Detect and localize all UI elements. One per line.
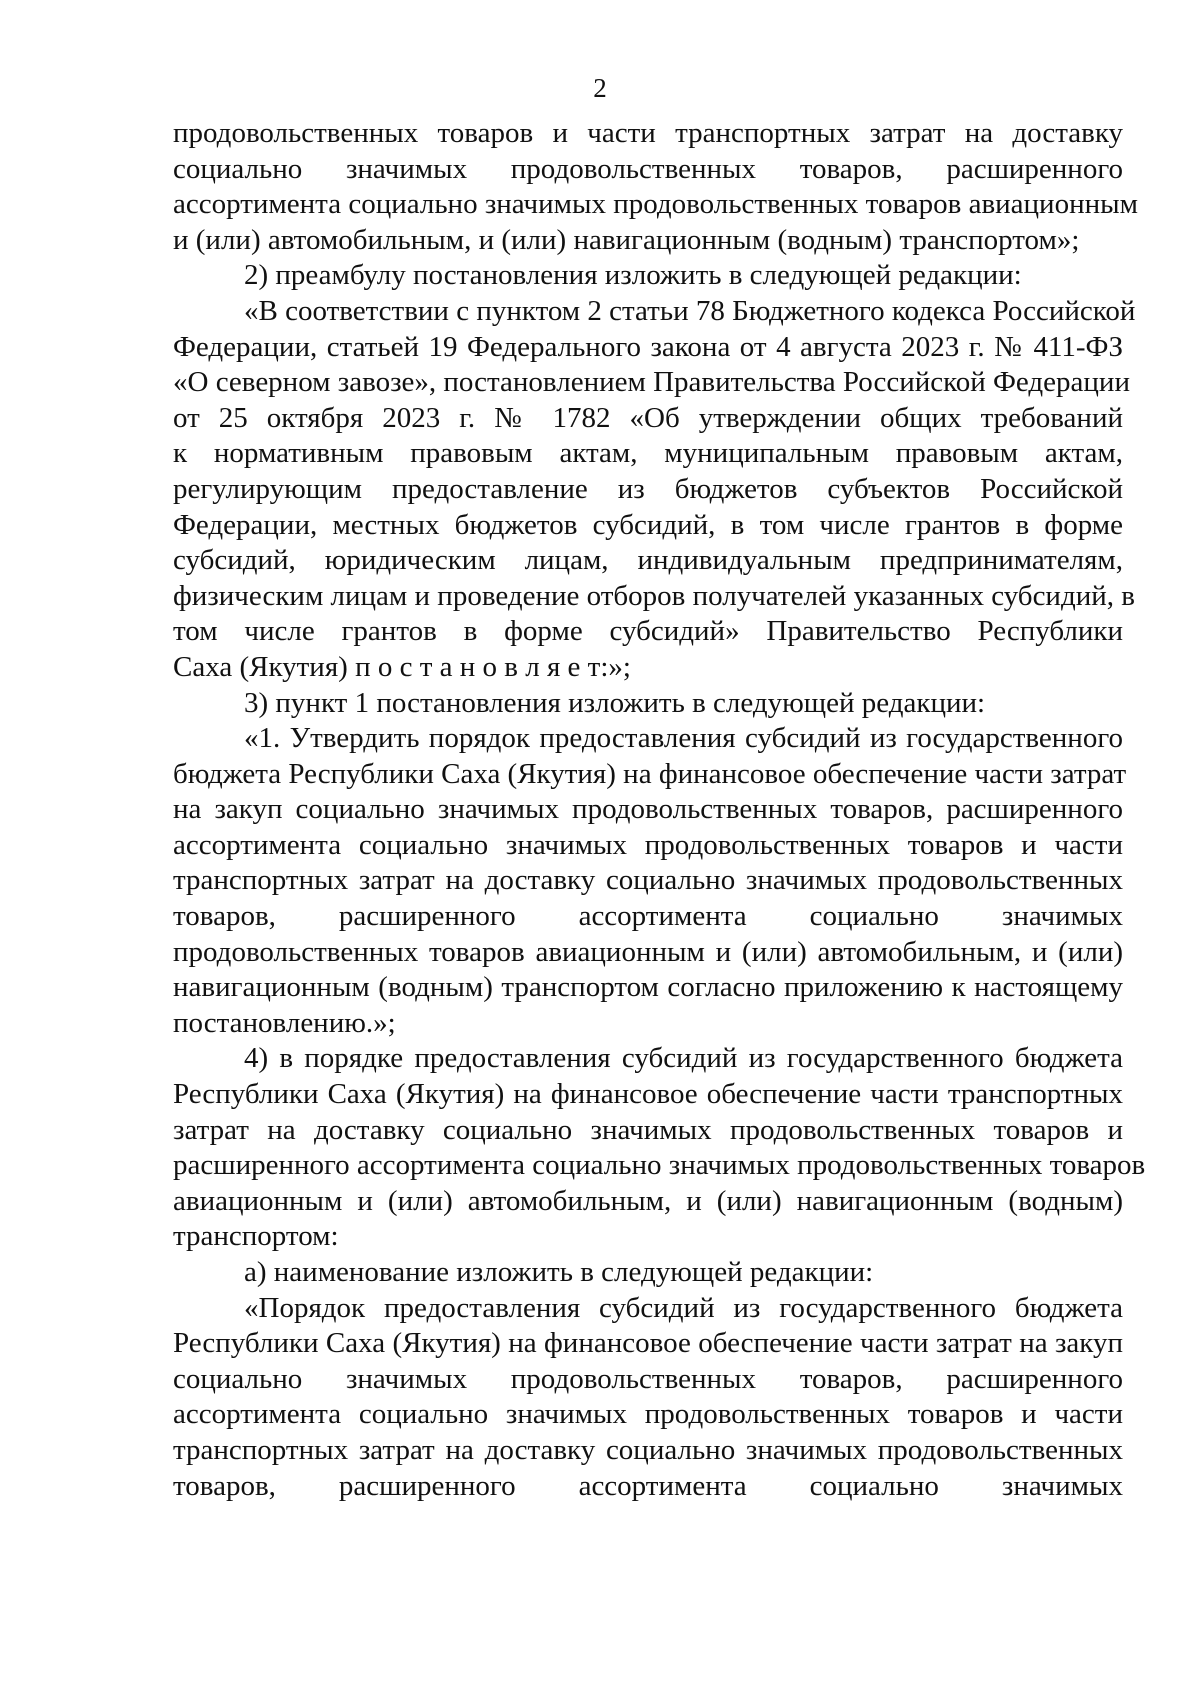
text-line: «О северном завозе», постановлением Правительства Российской Федерации xyxy=(173,366,1130,399)
text-line: социально значимых продовольственных товаров, расширенного xyxy=(173,152,1123,185)
text-line: от 25 октября 2023 г. № 1782 «Об утверждении общих требований xyxy=(173,401,1123,434)
text-line: «1. Утвердить порядок предоставления субсидий из государственного xyxy=(244,722,1123,755)
text-line: товаров, расширенного ассортимента социально значимых xyxy=(173,900,1123,933)
text-line: продовольственных товаров и части транспортных затрат на доставку xyxy=(173,117,1123,149)
text-line: постановлению.»; xyxy=(173,1006,396,1039)
text-line: навигационным (водным) транспортом согласно приложению к настоящему xyxy=(173,971,1123,1004)
text-line: бюджета Республики Саха (Якутия) на финансовое обеспечение части затрат xyxy=(173,757,1127,790)
text-line: Саха (Якутия) п о с т а н о в л я е т:»; xyxy=(173,650,631,683)
text-line: «В соответствии с пунктом 2 статьи 78 Бюджетного кодекса Российской xyxy=(244,294,1136,327)
text-line: 4) в порядке предоставления субсидий из государственного бюджета xyxy=(244,1042,1123,1075)
page-number: 2 xyxy=(593,73,607,103)
text-line: Федерации, местных бюджетов субсидий, в том числе грантов в форме xyxy=(173,508,1123,541)
text-line: транспортом: xyxy=(173,1220,339,1253)
text-line: ассортимента социально значимых продовольственных товаров и части xyxy=(173,1398,1123,1431)
text-line: 2) преамбулу постановления изложить в следующей редакции: xyxy=(244,259,1022,292)
text-line: и (или) автомобильным, и (или) навигационным (водным) транспортом»; xyxy=(173,223,1080,256)
text-line: социально значимых продовольственных товаров, расширенного xyxy=(173,1362,1123,1395)
text-line: на закуп социально значимых продовольственных товаров, расширенного xyxy=(173,793,1123,826)
text-line: транспортных затрат на доставку социально значимых продовольственных xyxy=(173,1433,1123,1466)
text-line: «Порядок предоставления субсидий из государственного бюджета xyxy=(244,1291,1123,1324)
document-body xyxy=(173,116,1146,1504)
text-line: а) наименование изложить в следующей редакции: xyxy=(244,1256,874,1288)
text-line: товаров, расширенного ассортимента социально значимых xyxy=(173,1469,1123,1502)
text-line: ассортимента социально значимых продовольственных товаров и части xyxy=(173,828,1123,861)
text-line: 3) пункт 1 постановления изложить в следующей редакции: xyxy=(244,686,986,719)
text-line: к нормативным правовым актам, муниципальным правовым актам, xyxy=(173,437,1123,470)
text-line: транспортных затрат на доставку социально значимых продовольственных xyxy=(173,864,1123,897)
text-line: субсидий, юридическим лицам, индивидуальным предпринимателям, xyxy=(173,544,1123,577)
text-line: авиационным и (или) автомобильным, и (или) навигационным (водным) xyxy=(173,1184,1123,1217)
text-line: затрат на доставку социально значимых продовольственных товаров и xyxy=(173,1113,1123,1146)
text-line: ассортимента социально значимых продовольственных товаров авиационным xyxy=(173,188,1138,221)
text-line: продовольственных товаров авиационным и (или) автомобильным, и (или) xyxy=(173,935,1123,968)
text-line: Республики Саха (Якутия) на финансовое обеспечение части затрат на закуп xyxy=(173,1327,1123,1360)
text-line: Республики Саха (Якутия) на финансовое обеспечение части транспортных xyxy=(173,1078,1123,1111)
text-line: Федерации, статьей 19 Федерального закона от 4 августа 2023 г. № 411-ФЗ xyxy=(173,330,1123,363)
text-line: расширенного ассортимента социально значимых продовольственных товаров xyxy=(173,1149,1146,1182)
text-line: физическим лицам и проведение отборов получателей указанных субсидий, в xyxy=(173,579,1135,612)
text-line: регулирующим предоставление из бюджетов субъектов Российской xyxy=(173,472,1123,505)
text-line: том числе грантов в форме субсидий» Правительство Республики xyxy=(173,615,1123,648)
